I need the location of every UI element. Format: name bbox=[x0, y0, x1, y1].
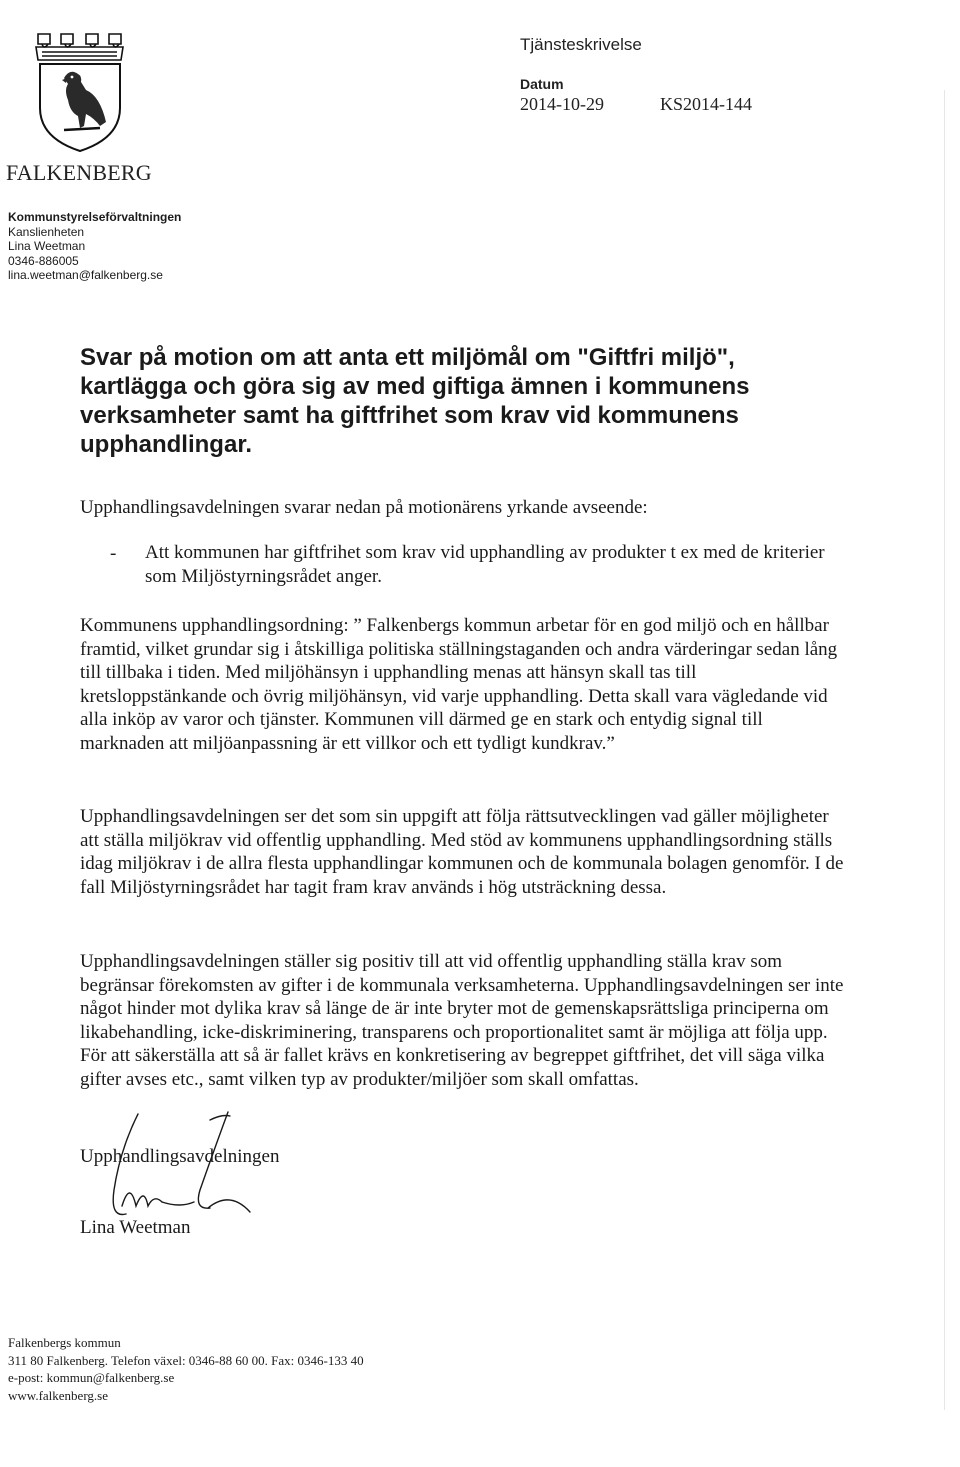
handwritten-signature bbox=[90, 1110, 280, 1230]
date-label: Datum bbox=[520, 76, 564, 92]
contact-phone: 0346-886005 bbox=[8, 253, 79, 268]
department-name: Kommunstyrelseförvaltningen bbox=[8, 210, 182, 224]
footer-email: e-post: kommun@falkenberg.se bbox=[8, 1370, 175, 1385]
paragraph-position: Upphandlingsavdelningen ställer sig positiv till att vid offentlig upphandling ställa krav som begränsar förekomsten av gifter i de kommunala verksamheterna. Upphandlingsavdelningen ser inte något hinder mot dylika krav så länge de är inte bryter mot de gemenskapsrättsliga principerna om likabehandling, icke-diskriminering, transparens och proportionalitet samt är möjliga att följa upp. För att säkerställa att så är fallet krävs en konkretisering av begreppet giftfrihet, det vill säga vilka gifter avses etc., samt vilken typ av produkter/miljöer som skall omfattas. bbox=[80, 951, 844, 1090]
case-number: KS2014-144 bbox=[660, 94, 753, 114]
footer-org: Falkenbergs kommun bbox=[8, 1335, 121, 1350]
footer-address: 311 80 Falkenberg. Telefon växel: 0346-88 60 00. Fax: 0346-133 40 bbox=[8, 1352, 364, 1368]
page-edge-line bbox=[944, 90, 945, 1410]
paragraph-procurement-policy: Kommunens upphandlingsordning: ” Falkenbergs kommun arbetar för en god miljö och en hållbar framtid, vilket grundar sig i åtskilliga politiska ställningstaganden och andra värderingar sedan lång till tillbaka i tiden. Med miljöhänsyn i upphandling menas att hänsyn skall tas till kretsloppstänkande och övrig miljöhänsyn, vid varje upphandling. Detta skall vara vägledande vid alla inköp av varor och tjänster. Kommunen vill därmed ge en stark och entydig signal till marknaden att miljöanpassning är ett villkor och ett tydligt kundkrav.” bbox=[80, 615, 838, 754]
paragraph-legal-development: Upphandlingsavdelningen ser det som sin uppgift att följa rättsutvecklingen vad gäller möjligheter att ställa miljökrav vid offentlig upphandling. Med stöd av kommunens upphandlingsordning ställs idag miljökrav i de allra flesta upphandlingar kommunen och de kommunala bolagen genomför. I de fall Miljöstyrningsrådet har tagit fram krav används i hög utsträckning dessa. bbox=[80, 806, 844, 898]
document-heading: Svar på motion om att anta ett miljömål om "Giftfri miljö", kartlägga och göra sig av med giftiga ämnen i kommunens verksamheter samt ha giftfrihet som krav vid kommunens upphandlingar. bbox=[80, 344, 750, 458]
bullet-marker: - bbox=[110, 543, 117, 564]
footer bbox=[8, 1334, 364, 1404]
bullet-item: Att kommunen har giftfrihet som krav vid upphandling av produkter t ex med de kriterier som Miljöstyrningsrådet anger. bbox=[145, 542, 825, 587]
intro-paragraph: Upphandlingsavdelningen svarar nedan på motionärens yrkande avseende: bbox=[80, 497, 648, 518]
signature-unit: Upphandlingsavdelningen bbox=[80, 1146, 280, 1167]
municipality-name: FALKENBERG bbox=[6, 160, 152, 185]
document-type: Tjänsteskrivelse bbox=[520, 35, 642, 54]
coat-of-arms-logo bbox=[34, 30, 126, 154]
document-date: 2014-10-29 bbox=[520, 94, 604, 114]
signer-name: Lina Weetman bbox=[80, 1217, 191, 1238]
contact-person: Lina Weetman bbox=[8, 239, 86, 253]
contact-email: lina.weetman@falkenberg.se bbox=[8, 268, 163, 282]
department-block bbox=[8, 210, 181, 283]
footer-web: www.falkenberg.se bbox=[8, 1387, 108, 1403]
department-unit: Kanslienheten bbox=[8, 224, 85, 239]
